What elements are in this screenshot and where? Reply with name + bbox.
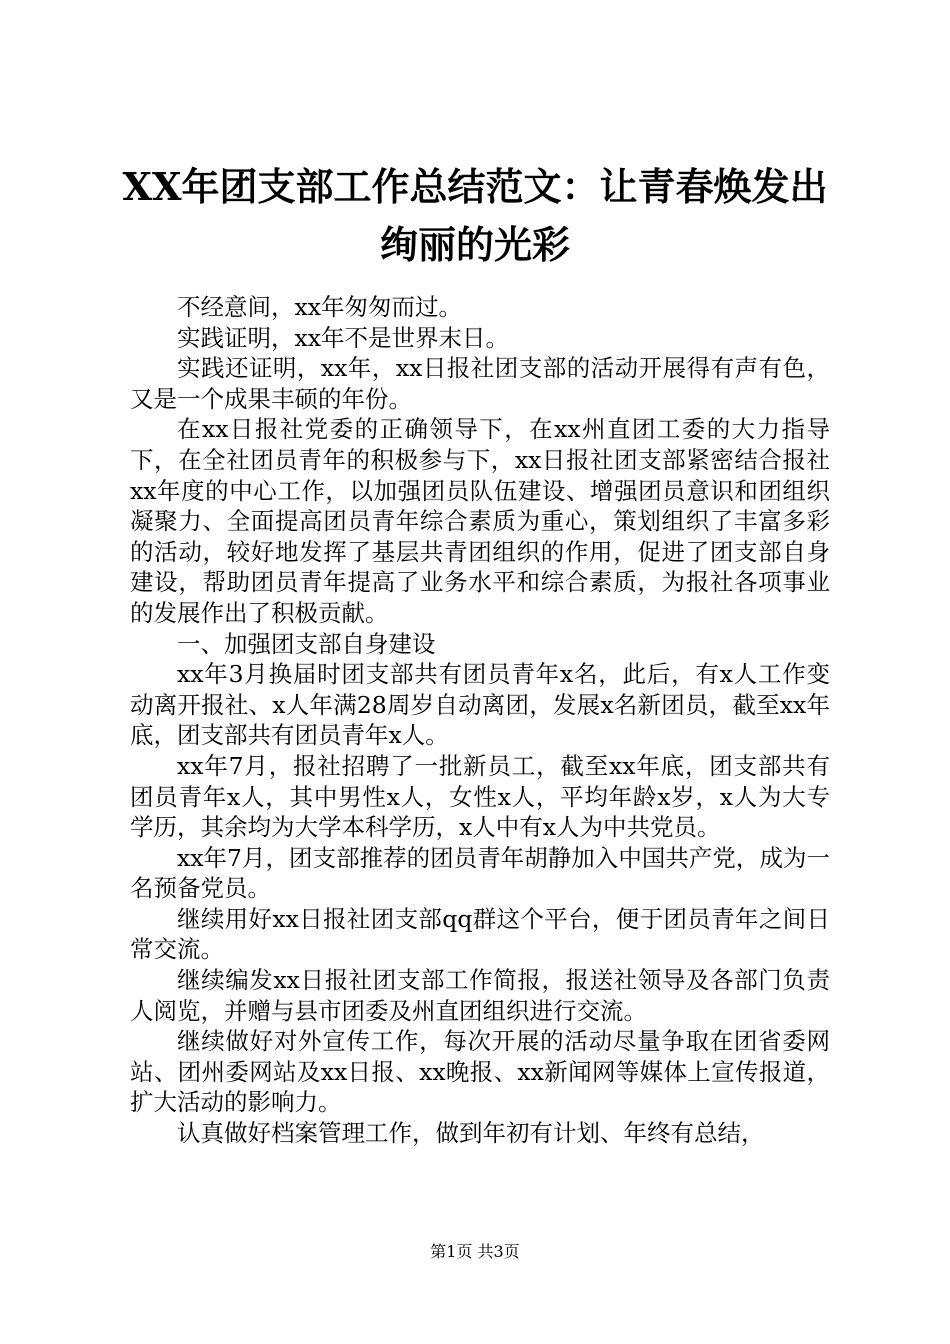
paragraph: 不经意间，xx年匆匆而过。 [177, 293, 463, 321]
paragraph: xx年7月，报社招聘了一批新员工，截至xx年底，团支部共有团员青年x人，其中男性x人，女性x人，平均年龄x岁，x人为大专学历，其余均为大学本科学历，x人中有x人为中共党员。 [130, 751, 830, 842]
paragraph: 继续做好对外宣传工作，每次开展的活动尽量争取在团省委网站、团州委网站及xx日报、xx晚报、xx新闻网等媒体上宣传报道，扩大活动的影响力。 [130, 1027, 830, 1117]
page-title: XX年团支部工作总结范文：让青春焕发出绚丽的光彩 [122, 164, 828, 267]
paragraph: 实践证明，xx年不是世界末日。 [177, 323, 510, 352]
paragraph: 在xx日报社党委的正确领导下，在xx州直团工委的大力指导下，在全社团员青年的积极参与下，xx日报社团支部紧密结合报社xx年度的中心工作，以加强团员队伍建设、增强团员意识和团组织凝聚力、全面提高团员青年综合素质为重心，策划组织了丰富多彩的活动，较好地发挥了基层共青团组织的作用，促进了团支部自身建设，帮助团员青年提高了业务水平和综合素质，为报社各项事业的发展作出了积极贡献。 [130, 415, 830, 627]
paragraph: 继续编发xx日报社团支部工作简报，报送社领导及各部门负责人阅览，并赠与县市团委及州直团组织进行交流。 [130, 966, 830, 1025]
section-heading: 一、加强团支部自身建设 [177, 629, 436, 658]
paragraph: 继续用好xx日报社团支部qq群这个平台，便于团员青年之间日常交流。 [130, 904, 830, 964]
paragraph: xx年7月，团支部推荐的团员青年胡静加入中国共产党，成为一名预备党员。 [130, 843, 830, 903]
paragraph: 认真做好档案管理工作，做到年初有计划、年终有总结， [177, 1119, 765, 1148]
paragraph: xx年3月换届时团支部共有团员青年x名，此后，有x人工作变动离开报社、x人年满28周岁自动离团，发展x名新团员，截至xx年底，团支部共有团员青年x人。 [130, 660, 830, 750]
document-body [130, 292, 830, 1149]
page-footer: 第1页 共3页 [430, 1242, 520, 1261]
paragraph: 实践还证明，xx年，xx日报社团支部的活动开展得有声有色，又是一个成果丰硕的年份。 [130, 354, 830, 413]
